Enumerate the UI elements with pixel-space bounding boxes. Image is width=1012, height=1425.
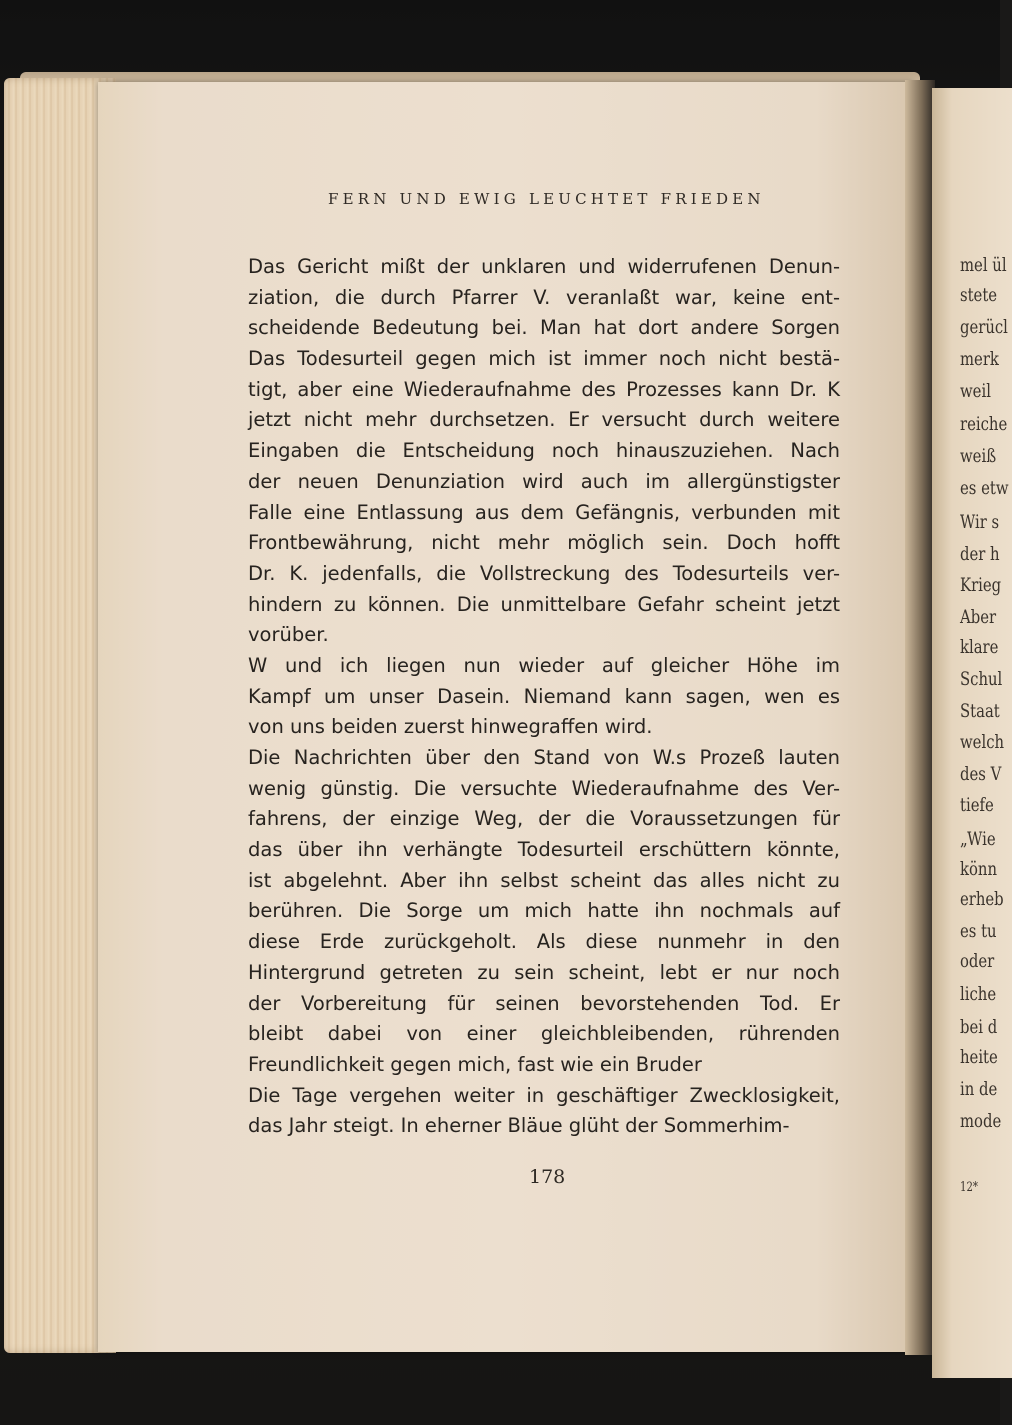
- facing-page-fragment: bei d: [960, 1016, 998, 1038]
- facing-page: [932, 88, 1012, 1378]
- text-line: der neuen Denunziation wird auch im allergünstigster: [248, 469, 840, 493]
- facing-page-fragment: „Wie: [960, 828, 996, 850]
- text-line: Die Nachrichten über den Stand von W.s Prozeß lauten: [248, 746, 840, 769]
- facing-page-fragment: klare: [960, 636, 999, 658]
- facing-page-fragment: könn: [960, 858, 998, 880]
- text-line: berühren. Die Sorge um mich hatte ihn nochmals auf: [248, 899, 840, 923]
- facing-page-fragment: des V: [960, 763, 1002, 785]
- text-line: Falle eine Entlassung aus dem Gefängnis, verbunden mit: [248, 500, 840, 524]
- text-line: der Vorbereitung für seinen bevorstehenden Tod. Er: [248, 991, 840, 1015]
- facing-page-fragment: heite: [960, 1046, 998, 1068]
- facing-page-fragment: es etw: [960, 477, 1009, 499]
- text-line: scheidende Bedeutung bei. Man hat dort andere Sorgen: [248, 316, 840, 340]
- facing-page-fragment: Schul: [960, 668, 1003, 690]
- text-line: das Jahr steigt. In eherner Bläue glüht der Sommerhim-: [248, 1114, 790, 1138]
- text-line: Dr. K. jedenfalls, die Vollstreckung des Todesurteils ver-: [248, 561, 840, 585]
- facing-page-fragment: merk: [960, 348, 999, 370]
- facing-page-fragment: liche: [960, 983, 997, 1005]
- facing-page-fragment: Staat: [960, 700, 1000, 722]
- text-line: das über ihn verhängte Todesurteil erschüttern könnte,: [248, 838, 840, 862]
- text-line: ziation, die durch Pfarrer V. veranlaßt war, keine ent-: [248, 285, 840, 309]
- text-line: ist abgelehnt. Aber ihn selbst scheint das alles nicht zu: [248, 868, 840, 892]
- facing-page-fragment: der h: [960, 543, 1000, 565]
- facing-page-fragment: erheb: [960, 888, 1004, 910]
- text-line: jetzt nicht mehr durchsetzen. Er versucht durch weitere: [248, 408, 840, 432]
- text-line: Freundlichkeit gegen mich, fast wie ein Bruder: [248, 1052, 702, 1076]
- facing-page-fragment: Wir s: [960, 511, 1000, 533]
- text-line: W und ich liegen nun wieder auf gleicher Höhe im: [248, 653, 840, 677]
- text-line: diese Erde zurückgeholt. Als diese nunmehr in den: [248, 930, 840, 954]
- text-line: wenig günstig. Die versuchte Wiederaufnahme des Ver-: [248, 776, 840, 800]
- text-line: Frontbewährung, nicht mehr möglich sein. Doch hofft: [248, 531, 840, 555]
- facing-page-fragment: Krieg: [960, 574, 1002, 596]
- facing-page-fragment: gerücl: [960, 316, 1008, 338]
- facing-page-fragment: weiß: [960, 445, 997, 467]
- facing-page-fragment: Aber: [960, 606, 997, 628]
- facing-page-fragment: mel ül: [960, 254, 1007, 276]
- text-line: Das Todesurteil gegen mich ist immer noch nicht bestä-: [248, 347, 840, 371]
- text-line: tigt, aber eine Wiederaufnahme des Prozesses kann Dr. K: [248, 377, 840, 401]
- body-text: [248, 252, 840, 1142]
- text-line: Hintergrund getreten zu sein scheint, lebt er nur noch: [248, 960, 840, 984]
- facing-page-fragment: es tu: [960, 920, 997, 942]
- text-line: von uns beiden zuerst hinwegraffen wird.: [248, 715, 653, 739]
- text-line: Eingaben die Entscheidung noch hinauszuziehen. Nach: [248, 439, 840, 463]
- text-line: Die Tage vergehen weiter in geschäftiger Zwecklosigkeit,: [248, 1083, 840, 1107]
- facing-page-fragment: in de: [960, 1078, 998, 1100]
- text-line: vorüber.: [248, 623, 329, 647]
- facing-page-fragment: reiche: [960, 413, 1008, 435]
- facing-page-fragment: 12*: [960, 1180, 978, 1195]
- facing-page-fragment: mode: [960, 1110, 1002, 1132]
- page-number: 178: [529, 1166, 566, 1188]
- facing-page-fragment: welch: [960, 731, 1005, 753]
- text-line: bleibt dabei von einer gleichbleibenden, rührenden: [248, 1022, 840, 1046]
- running-header: FERN UND EWIG LEUCHTET FRIEDEN: [328, 190, 765, 208]
- text-line: Kampf um unser Dasein. Niemand kann sagen, wen es: [248, 684, 840, 708]
- facing-page-fragment: stete: [960, 284, 998, 306]
- book-gutter: [905, 80, 935, 1355]
- facing-page-fragment: tiefe: [960, 794, 994, 816]
- text-line: hindern zu können. Die unmittelbare Gefahr scheint jetzt: [248, 592, 840, 616]
- facing-page-fragment: weil: [960, 380, 991, 402]
- text-line: Das Gericht mißt der unklaren und widerrufenen Denun-: [248, 255, 840, 278]
- text-line: fahrens, der einzige Weg, der die Voraussetzungen für: [248, 807, 840, 831]
- facing-page-fragment: oder: [960, 950, 995, 972]
